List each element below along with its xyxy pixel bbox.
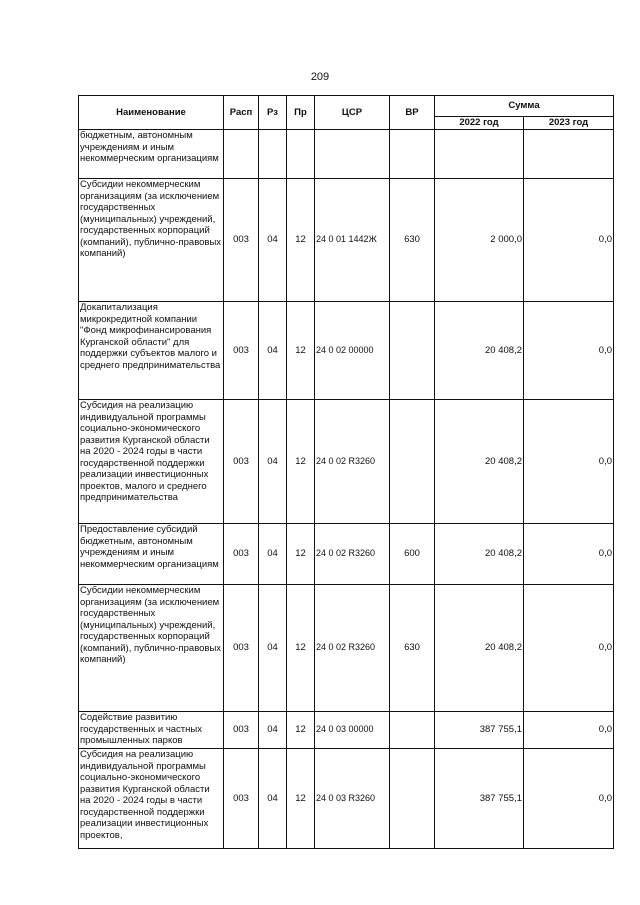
cell-rz: 04: [259, 179, 287, 302]
cell-name: Содействие развитию государственных и частных промышленных парков: [79, 712, 224, 749]
cell-sum-2023: [524, 130, 614, 179]
cell-csr: 24 0 03 00000: [315, 712, 390, 749]
cell-vr: 630: [390, 585, 435, 712]
cell-name: Субсидия на реализацию индивидуальной программы социально-экономического развития Курганской области на 2020 - 2024 годы в части государственной поддержки реализации инвестиционных проектов,: [79, 749, 224, 849]
cell-sum-2022: 387 755,1: [435, 712, 524, 749]
cell-rz: 04: [259, 712, 287, 749]
header-rasp: Расп: [224, 96, 259, 130]
cell-name: Субсидия на реализацию индивидуальной программы социально-экономического развития Курганской области на 2020 - 2024 годы в части государственной поддержки реализации инвестиционных проектов, малого и среднего предпринимательства: [79, 400, 224, 524]
cell-csr: [315, 130, 390, 179]
cell-rasp: 003: [224, 179, 259, 302]
cell-rasp: 003: [224, 585, 259, 712]
cell-name: Субсидии некоммерческим организациям (за исключением государственных (муниципальных) учреждений, государственных корпораций (компаний), публично-правовых компаний): [79, 179, 224, 302]
cell-sum-2023: 0,0: [524, 400, 614, 524]
cell-name: Субсидии некоммерческим организациям (за исключением государственных (муниципальных) учреждений, государственных корпораций (компаний), публично-правовых компаний): [79, 585, 224, 712]
table-row: [79, 712, 614, 749]
table-row: [79, 179, 614, 302]
cell-csr: 24 0 01 1442Ж: [315, 179, 390, 302]
header-name: Наименование: [79, 96, 224, 130]
cell-sum-2023: 0,0: [524, 302, 614, 400]
cell-pr: 12: [287, 749, 315, 849]
header-sum: Сумма: [435, 96, 614, 117]
cell-csr: 24 0 02 R3260: [315, 400, 390, 524]
table-row: [79, 130, 614, 179]
cell-vr: [390, 712, 435, 749]
cell-sum-2023: 0,0: [524, 712, 614, 749]
cell-pr: 12: [287, 179, 315, 302]
cell-pr: 12: [287, 302, 315, 400]
cell-rasp: 003: [224, 712, 259, 749]
cell-sum-2022: 20 408,2: [435, 585, 524, 712]
cell-rz: 04: [259, 524, 287, 585]
cell-sum-2023: 0,0: [524, 749, 614, 849]
cell-csr: 24 0 02 R3260: [315, 585, 390, 712]
cell-name: Докапитализация микрокредитной компании "Фонд микрофинансирования Курганской области" для поддержки субъектов малого и среднего предпринимательства: [79, 302, 224, 400]
cell-rz: 04: [259, 749, 287, 849]
table-row: [79, 585, 614, 712]
page-number: 209: [310, 71, 330, 83]
header-pr: Пр: [287, 96, 315, 130]
table-row: [79, 302, 614, 400]
table-row: [79, 400, 614, 524]
cell-sum-2022: 2 000,0: [435, 179, 524, 302]
cell-sum-2023: 0,0: [524, 585, 614, 712]
budget-table: [78, 95, 614, 849]
cell-sum-2022: 20 408,2: [435, 302, 524, 400]
table-row: [79, 524, 614, 585]
cell-name: Предоставление субсидий бюджетным, автономным учреждениям и иным некоммерческим организациям: [79, 524, 224, 585]
table-row: [79, 749, 614, 849]
header-vr: ВР: [390, 96, 435, 130]
cell-sum-2023: 0,0: [524, 179, 614, 302]
cell-pr: [287, 130, 315, 179]
cell-rasp: 003: [224, 302, 259, 400]
cell-vr: [390, 400, 435, 524]
cell-rasp: 003: [224, 749, 259, 849]
cell-csr: 24 0 03 R3260: [315, 749, 390, 849]
cell-sum-2022: 20 408,2: [435, 524, 524, 585]
cell-sum-2022: 387 755,1: [435, 749, 524, 849]
cell-pr: 12: [287, 400, 315, 524]
cell-vr: [390, 302, 435, 400]
cell-vr: [390, 130, 435, 179]
cell-name: бюджетным, автономным учреждениям и иным некоммерческим организациям: [79, 130, 224, 179]
cell-vr: [390, 749, 435, 849]
cell-sum-2022: 20 408,2: [435, 400, 524, 524]
cell-sum-2023: 0,0: [524, 524, 614, 585]
cell-rasp: [224, 130, 259, 179]
header-csr: ЦСР: [315, 96, 390, 130]
cell-rasp: 003: [224, 524, 259, 585]
header-rz: Рз: [259, 96, 287, 130]
cell-rz: 04: [259, 400, 287, 524]
cell-csr: 24 0 02 R3260: [315, 524, 390, 585]
cell-pr: 12: [287, 585, 315, 712]
cell-vr: 600: [390, 524, 435, 585]
cell-vr: 630: [390, 179, 435, 302]
cell-rz: 04: [259, 585, 287, 712]
cell-pr: 12: [287, 712, 315, 749]
cell-csr: 24 0 02 00000: [315, 302, 390, 400]
cell-rz: [259, 130, 287, 179]
cell-rasp: 003: [224, 400, 259, 524]
cell-pr: 12: [287, 524, 315, 585]
cell-sum-2022: [435, 130, 524, 179]
cell-rz: 04: [259, 302, 287, 400]
header-year-2022: 2022 год: [435, 117, 524, 130]
header-year-2023: 2023 год: [524, 117, 614, 130]
